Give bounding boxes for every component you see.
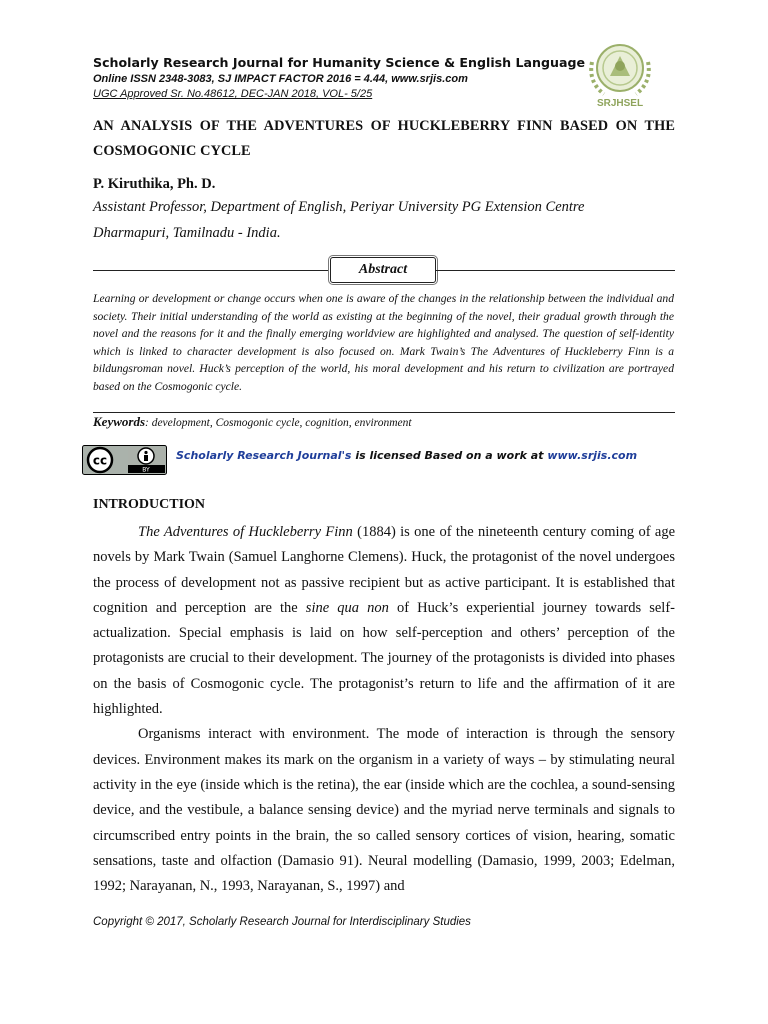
introduction-heading: INTRODUCTION bbox=[93, 497, 206, 512]
latin-phrase: sine qua non bbox=[305, 599, 389, 616]
abstract-heading: Abstract bbox=[330, 257, 436, 283]
by-label: BY bbox=[142, 466, 150, 474]
cc-icon: cc bbox=[92, 453, 108, 468]
issn-line: Online ISSN 2348-3083, SJ IMPACT FACTOR 2016 = 4.44, www.srjis.com bbox=[93, 73, 468, 85]
keywords-values: : development, Cosmogonic cycle, cognition, environment bbox=[145, 417, 412, 429]
affiliation-line-2: Dharmapuri, Tamilnadu - India. bbox=[93, 225, 281, 241]
introduction-body bbox=[93, 520, 675, 899]
keywords-label: Keywords bbox=[93, 414, 145, 429]
journal-title: Scholarly Research Journal for Humanity Science & English Language bbox=[93, 55, 586, 70]
abstract-rule-right bbox=[436, 270, 675, 271]
logo-text: SRJHSEL bbox=[596, 98, 644, 109]
keywords-line bbox=[93, 414, 412, 430]
license-middle-text: is licensed Based on a work at bbox=[351, 449, 548, 462]
ugc-line: UGC Approved Sr. No.48612, DEC-JAN 2018, VOL- 5/25 bbox=[93, 88, 373, 100]
footer-copyright: Copyright © 2017, Scholarly Research Journal for Interdisciplinary Studies bbox=[93, 916, 471, 928]
affiliation-line-1: Assistant Professor, Department of English, Periyar University PG Extension Centre bbox=[93, 199, 585, 215]
license-url-link[interactable]: www.srjis.com bbox=[547, 449, 638, 462]
keywords-rule bbox=[93, 412, 675, 413]
author-name: P. Kiruthika, Ph. D. bbox=[93, 176, 216, 192]
abstract-body: Learning or development or change occurs when one is aware of the changes in the relationship between the individual and society. Their initial understanding of the world as existing at the beginning of the novel, their gradual growth through the novel and the reasons for it and the finally emerging worldview are highlighted and analysed. The question of self-identity which is linked to character development is also focused on. Mark Twain’s The Adventures of Huckleberry Finn is a bildungsroman novel. Huck’s perception of the world, his moral development and his return to civilization are portrayed based on the Cosmogonic cycle. bbox=[93, 292, 674, 393]
cc-by-license-badge[interactable] bbox=[82, 445, 167, 475]
license-journal-name: Scholarly Research Journal's bbox=[176, 449, 352, 462]
journal-logo bbox=[580, 32, 660, 112]
novel-title: The Adventures of Huckleberry Finn bbox=[138, 524, 353, 540]
paragraph-1: The Adventures of Huckleberry Finn (1884) is one of the nineteenth century coming of age novels by Mark Twain (Samuel Langhorne Clemens). Huck, the protagonist of the novel undergoes the process of development not as passive recipient but as active participant. It is established that cognition and perception are the sine qua non of Huck’s experiential journey towards self-actualization. Special emphasis is laid on how self-perception and others’ perception of the protagonists are crucial to their development. The journey of the protagonists is divided into phases on the basis of Cosmogonic cycle. The protagonist’s return to life and the affirmation of it are highlighted. bbox=[93, 524, 676, 718]
abstract-rule-left bbox=[93, 270, 330, 271]
license-statement bbox=[176, 449, 637, 462]
paragraph-2: Organisms interact with environment. The mode of interaction is through the sensory devices. Environment makes its mark on the organism in a variety of ways – by stimulating neural activity in the eye (inside which is the retina), the ear (inside which are the cochlea, a sound-sensing device, and the vestibule, a balance sensing device) and the myriad nerve terminals and signals to circumscribed entry points in the brain, the so called sensory cortices of vision, hearing, somatic sensations, taste and olfaction (Damasio 91). Neural modelling (Damasio, 1999, 2003; Edelman, 1992; Narayanan, N., 1993, Narayanan, S., 1997) and bbox=[93, 726, 675, 895]
paper-title: AN ANALYSIS OF THE ADVENTURES OF HUCKLEBERRY FINN BASED ON THE COSMOGONIC CYCLE bbox=[93, 118, 675, 159]
